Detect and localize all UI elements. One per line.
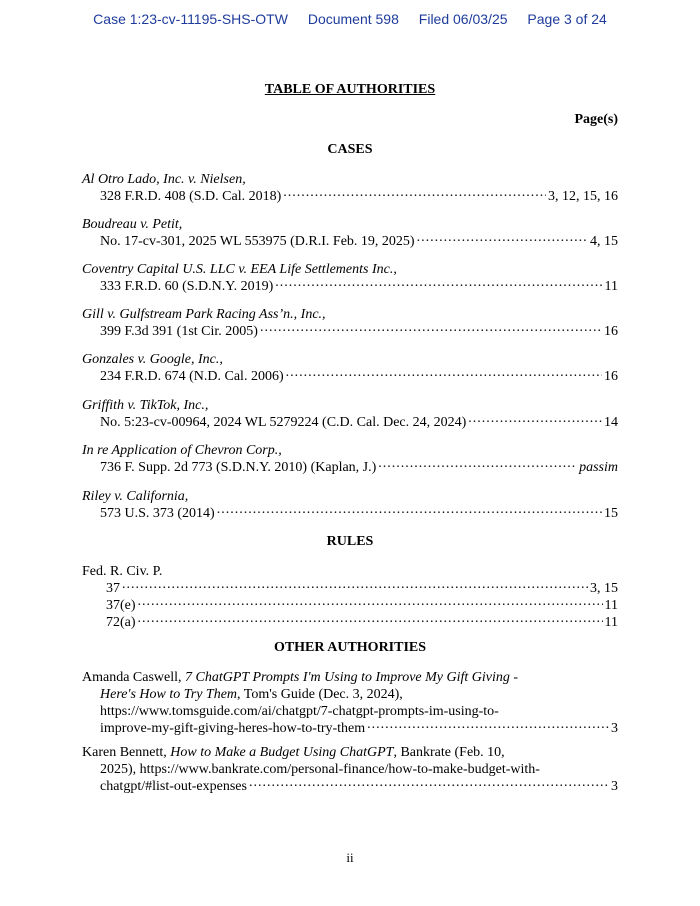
- case-entry: [82, 261, 618, 295]
- authority-author: Amanda Caswell,: [82, 670, 186, 685]
- case-entry: [82, 216, 618, 250]
- rule-number: 72(a): [106, 615, 136, 630]
- leader-dots: [275, 278, 602, 290]
- case-number: Case 1:23-cv-11195-SHS-OTW: [93, 11, 288, 27]
- leader-dots: [417, 233, 588, 245]
- rule-pages: 11: [604, 598, 618, 613]
- case-entry: [82, 171, 618, 205]
- authority-url-cont: improve-my-gift-giving-heres-how-to-try-them: [100, 721, 366, 736]
- rule-pages: 3, 15: [590, 581, 618, 596]
- document-number: Document 598: [307, 11, 399, 27]
- authority-author: Karen Bennett,: [82, 745, 171, 760]
- authority-url: https://www.tomsguide.com/ai/chatgpt/7-chatgpt-prompts-im-using-to-: [100, 704, 499, 719]
- case-citation: No. 5:23-cv-00964, 2024 WL 5279224 (C.D. Cal. Dec. 24, 2024): [100, 415, 467, 430]
- case-citation: 328 F.R.D. 408 (S.D. Cal. 2018): [100, 189, 282, 204]
- case-name: Gill v. Gulfstream Park Racing Ass’n., Inc.,: [82, 307, 326, 322]
- rule-pages: 11: [604, 615, 618, 630]
- leader-dots: [217, 505, 602, 517]
- case-pages: 16: [604, 324, 618, 339]
- authority-entry: [82, 744, 618, 795]
- authority-publisher: , Tom's Guide (Dec. 3, 2024),: [237, 687, 403, 702]
- rule-source: Fed. R. Civ. P.: [82, 564, 163, 579]
- case-citation: 736 F. Supp. 2d 773 (S.D.N.Y. 2010) (Kaplan, J.): [100, 460, 377, 475]
- authority-title: How to Make a Budget Using ChatGPT: [170, 745, 394, 760]
- authority-publisher: , Bankrate (Feb. 10,: [393, 745, 505, 760]
- case-citation: 234 F.R.D. 674 (N.D. Cal. 2006): [100, 369, 284, 384]
- case-name: Boudreau v. Petit,: [82, 217, 183, 232]
- case-name: Gonzales v. Google, Inc.,: [82, 352, 223, 367]
- case-citation: 399 F.3d 391 (1st Cir. 2005): [100, 324, 258, 339]
- rule-entry: [82, 597, 618, 614]
- case-citation: No. 17-cv-301, 2025 WL 553975 (D.R.I. Feb. 19, 2025): [100, 234, 415, 249]
- case-name: In re Application of Chevron Corp.,: [82, 443, 282, 458]
- leader-dots: [468, 414, 602, 426]
- authority-url: 2025), https://www.bankrate.com/personal-finance/how-to-make-budget-with-: [100, 762, 540, 777]
- case-name: Riley v. California,: [82, 489, 189, 504]
- leader-dots: [138, 614, 603, 626]
- page-indicator: Page 3 of 24: [527, 11, 607, 27]
- case-citation: 573 U.S. 373 (2014): [100, 506, 215, 521]
- rule-entry: [82, 580, 618, 597]
- filed-date: Filed 06/03/25: [418, 11, 508, 27]
- case-entry: [82, 442, 618, 476]
- rule-entry: [82, 614, 618, 631]
- case-pages: 3, 12, 15, 16: [548, 189, 618, 204]
- authority-entry: [82, 669, 618, 737]
- case-entry: [82, 397, 618, 431]
- rules-heading: RULES: [326, 534, 374, 549]
- page-number: ii: [346, 850, 354, 865]
- rule-number: 37: [106, 581, 120, 596]
- case-citation: 333 F.R.D. 60 (S.D.N.Y. 2019): [100, 279, 274, 294]
- case-pages: 16: [604, 369, 618, 384]
- leader-dots: [367, 720, 609, 732]
- leader-dots: [286, 368, 602, 380]
- leader-dots: [378, 459, 577, 471]
- authority-url-cont: chatgpt/#list-out-expenses: [100, 779, 247, 794]
- rules-block: [82, 563, 618, 631]
- leader-dots: [283, 188, 546, 200]
- authority-title-cont: Here's How to Try Them: [100, 687, 238, 702]
- leader-dots: [260, 323, 602, 335]
- other-authorities-heading: OTHER AUTHORITIES: [273, 640, 427, 655]
- cases-heading: CASES: [327, 142, 373, 157]
- leader-dots: [122, 580, 588, 592]
- case-name: Coventry Capital U.S. LLC v. EEA Life Settlements Inc.,: [82, 262, 397, 277]
- case-pages: 4, 15: [590, 234, 618, 249]
- pages-column-label: Page(s): [574, 112, 618, 127]
- case-pages: 11: [604, 279, 618, 294]
- authority-pages: 3: [611, 721, 618, 736]
- authority-title: 7 ChatGPT Prompts I'm Using to Improve My Gift Giving -: [185, 670, 519, 685]
- leader-dots: [249, 778, 609, 790]
- page-title: TABLE OF AUTHORITIES: [264, 82, 436, 97]
- case-name: Griffith v. TikTok, Inc.,: [82, 398, 209, 413]
- leader-dots: [138, 597, 603, 609]
- case-pages: 14: [604, 415, 618, 430]
- rule-number: 37(e): [106, 598, 136, 613]
- case-entry: [82, 351, 618, 385]
- case-entry: [82, 488, 618, 522]
- case-pages: passim: [579, 460, 618, 475]
- case-header: [0, 11, 700, 27]
- case-entry: [82, 306, 618, 340]
- authority-pages: 3: [611, 779, 618, 794]
- case-pages: 15: [604, 506, 618, 521]
- case-name: Al Otro Lado, Inc. v. Nielsen,: [82, 172, 246, 187]
